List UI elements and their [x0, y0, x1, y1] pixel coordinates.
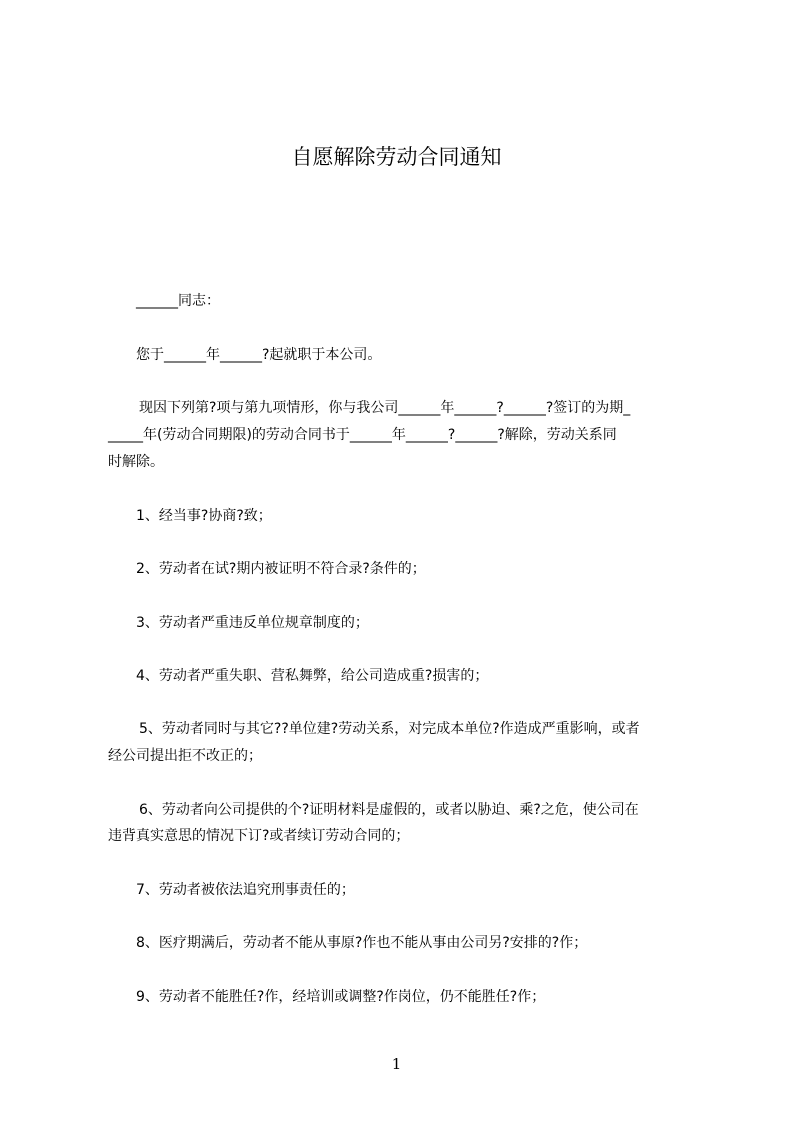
- salutation: ______同志：: [136, 293, 220, 309]
- list-item-7: 7、劳动者被依法追究刑事责任的；: [136, 882, 355, 898]
- notice-line-3: 时解除。: [108, 454, 164, 470]
- list-item-3: 3、劳动者严重违反单位规章制度的；: [136, 615, 369, 631]
- list-item-4: 4、劳动者严重失职、营私舞弊，给公司造成重?损害的；: [136, 668, 489, 684]
- list-item-6-line-1: 6、劳动者向公司提供的个?证明材料是虚假的，或者以胁迫、乘?之危，使公司在: [139, 802, 639, 818]
- list-item-9: 9、劳动者不能胜任?作，经培训或调整?作岗位，仍不能胜任?作；: [136, 989, 546, 1005]
- document-title: 自愿解除劳动合同通知: [291, 145, 502, 169]
- notice-line-1: 现因下列第?项与第九项情形，你与我公司______年______?______?签订的为期_: [139, 400, 631, 416]
- list-item-5-line-1: 5、劳动者同时与其它??单位建?劳动关系，对完成本单位?作造成严重影响，或者: [139, 721, 640, 737]
- page-number: 1: [391, 1055, 402, 1073]
- list-item-1: 1、经当事?协商?致；: [136, 508, 272, 524]
- list-item-5-line-2: 经公司提出拒不改正的；: [108, 748, 262, 764]
- list-item-6-line-2: 违背真实意思的情况下订?或者续订劳动合同的；: [108, 828, 410, 844]
- intro-paragraph: 您于______年______?起就职于本公司。: [136, 347, 382, 363]
- list-item-8: 8、医疗期满后，劳动者不能从事原?作也不能从事由公司另?安排的?作；: [136, 935, 588, 951]
- list-item-2: 2、劳动者在试?期内被证明不符合录?条件的；: [136, 561, 426, 577]
- notice-line-2: _____年(劳动合同期限)的劳动合同书于______年______?______?解除，劳动关系同: [108, 427, 617, 443]
